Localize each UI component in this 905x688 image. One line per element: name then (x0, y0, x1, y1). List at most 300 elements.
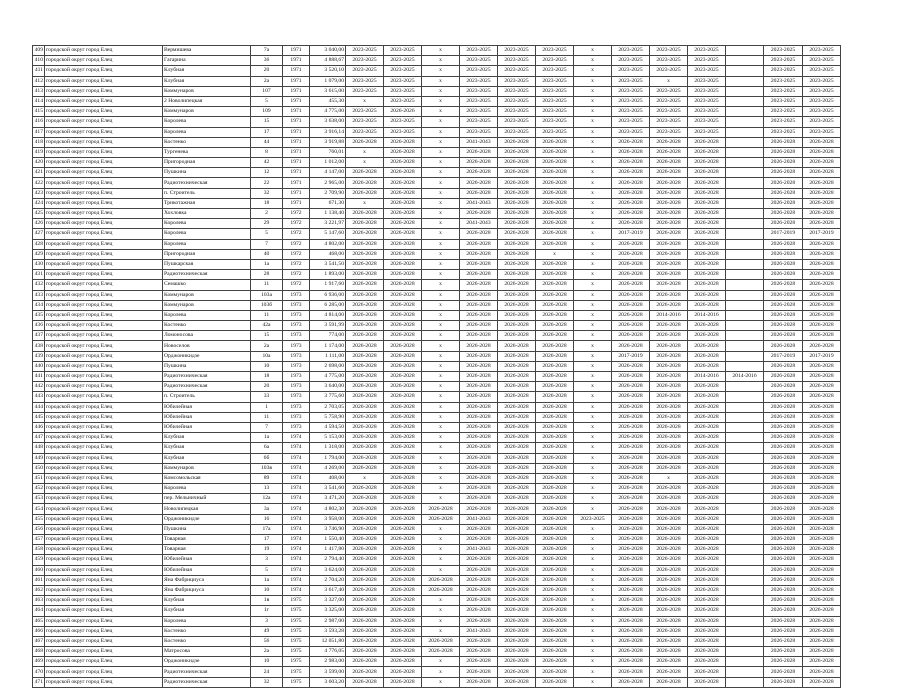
table-cell: 2026-2028 (498, 545, 536, 555)
table-cell: 1973 (283, 402, 310, 412)
table-cell: 2026-2028 (688, 188, 726, 198)
table-cell: 4 802,30 (310, 504, 346, 514)
table-cell: х (574, 412, 612, 422)
table-cell: 2026-2028 (384, 422, 422, 432)
table-cell: 434 (33, 300, 45, 310)
table-cell: 2026-2028 (650, 392, 688, 402)
table-cell: х (422, 616, 460, 626)
table-cell: 2026-2028 (803, 209, 841, 219)
table-cell: 1973 (283, 392, 310, 402)
table-cell: 2026-2028 (803, 412, 841, 422)
table-cell: 2026-2028 (384, 657, 422, 667)
table-cell: 2023-2025 (803, 117, 841, 127)
table-cell: 2026-2028 (536, 270, 574, 280)
table-cell: 2026-2028 (384, 392, 422, 402)
table-cell: 2026-2028 (803, 331, 841, 341)
table-cell: 10а (251, 351, 283, 361)
table-cell: 2026-2028 (688, 321, 726, 331)
table-cell: 2023-2025 (384, 66, 422, 76)
table-cell: 2026-2028 (498, 361, 536, 371)
table-cell: 2026-2028 (536, 585, 574, 595)
table-cell: х (422, 219, 460, 229)
table-cell: 4 814,00 (310, 310, 346, 320)
table-row (33, 575, 841, 585)
table-cell: 2026-2028 (460, 270, 498, 280)
table-cell: 2 965,00 (310, 178, 346, 188)
table-cell: 2026-2028 (384, 484, 422, 494)
table-cell: 3 591,99 (310, 321, 346, 331)
table-cell (726, 96, 764, 106)
table-cell (726, 56, 764, 66)
table-cell: 1а (251, 259, 283, 269)
table-cell: 2026-2028 (764, 300, 803, 310)
table-cell: 44 (251, 137, 283, 147)
table-cell: 2023-2025 (536, 46, 574, 56)
table-cell: 2026-2028 (803, 463, 841, 473)
table-cell: 2026-2028 (422, 647, 460, 657)
table-cell: 3 593,28 (310, 626, 346, 636)
table-cell: 2 987,00 (310, 616, 346, 626)
table-cell: х (422, 524, 460, 534)
table-cell: 33 (251, 392, 283, 402)
table-cell: 2026-2028 (764, 616, 803, 626)
table-cell: х (574, 677, 612, 687)
table-cell: 2026-2028 (346, 463, 384, 473)
table-cell: 2026-2028 (650, 647, 688, 657)
table-cell: 2026-2028 (422, 504, 460, 514)
table-cell: 1971 (283, 198, 310, 208)
table-cell: городской округ город Елец (45, 535, 163, 545)
table-row (33, 239, 841, 249)
table-cell: 2026-2028 (346, 402, 384, 412)
table-cell: 671,30 (310, 198, 346, 208)
table-cell: 2026-2028 (803, 565, 841, 575)
table-cell: 2026-2028 (498, 504, 536, 514)
table-cell: 2026-2028 (536, 280, 574, 290)
table-cell: 2026-2028 (460, 535, 498, 545)
table-cell: городской округ город Елец (45, 514, 163, 524)
table-cell: 2026-2028 (460, 433, 498, 443)
table-cell: 2026-2028 (460, 178, 498, 188)
table-cell: Новоселов (163, 341, 251, 351)
table-cell: 2026-2028 (650, 484, 688, 494)
table-cell: 2023-2025 (498, 46, 536, 56)
table-cell: 428 (33, 239, 45, 249)
table-cell: 2023-2025 (536, 127, 574, 137)
table-cell: 2026-2028 (803, 137, 841, 147)
table-cell: 2026-2028 (803, 198, 841, 208)
table-cell: 2023-2025 (688, 86, 726, 96)
table-cell: 410 (33, 56, 45, 66)
table-cell: Костенко (163, 137, 251, 147)
table-row (33, 351, 841, 361)
table-cell: 2026-2028 (460, 647, 498, 657)
table-cell: 2026-2028 (650, 259, 688, 269)
table-cell: 422 (33, 178, 45, 188)
table-cell: 2026-2028 (460, 290, 498, 300)
table-cell: Тургенева (163, 147, 251, 157)
table-cell: 2023-2025 (460, 127, 498, 137)
table-cell: городской округ город Елец (45, 422, 163, 432)
table-cell: 2026-2028 (688, 535, 726, 545)
table-cell: 2026-2028 (460, 351, 498, 361)
table-cell: 2023-2025 (498, 107, 536, 117)
table-cell: 2026-2028 (536, 555, 574, 565)
table-cell (726, 636, 764, 646)
table-cell: Радиотехническая (163, 382, 251, 392)
table-cell: 411 (33, 66, 45, 76)
table-cell: 2026-2028 (803, 585, 841, 595)
table-cell: х (574, 96, 612, 106)
table-cell: 2017-2019 (764, 351, 803, 361)
table-cell: 2026-2028 (498, 575, 536, 585)
table-cell: 2026-2028 (536, 310, 574, 320)
table-cell: х (422, 372, 460, 382)
table-cell: 1972 (283, 219, 310, 229)
table-row (33, 382, 841, 392)
table-cell: х (574, 351, 612, 361)
table-cell (726, 361, 764, 371)
table-cell: 430 (33, 259, 45, 269)
table-cell: 2023-2025 (346, 56, 384, 66)
table-row (33, 361, 841, 371)
table-cell: х (422, 56, 460, 66)
table-cell: 468,00 (310, 249, 346, 259)
table-cell: 13 (251, 484, 283, 494)
table-cell: Яна Фабрициуса (163, 585, 251, 595)
table-cell: 2026-2028 (764, 453, 803, 463)
table-cell: 2026-2028 (422, 514, 460, 524)
table-cell: 1973 (283, 341, 310, 351)
table-cell: 1 111,00 (310, 351, 346, 361)
table-cell (726, 514, 764, 524)
table-cell: 2026-2028 (460, 463, 498, 473)
table-cell: 2026-2028 (688, 209, 726, 219)
table-cell: 2026-2028 (536, 535, 574, 545)
table-cell: 2026-2028 (536, 473, 574, 483)
table-cell: 2026-2028 (612, 626, 650, 636)
table-cell (726, 473, 764, 483)
table-cell: 2026-2028 (764, 535, 803, 545)
table-cell: 2023-2025 (650, 96, 688, 106)
table-cell: 433 (33, 290, 45, 300)
table-cell: городской округ город Елец (45, 290, 163, 300)
table-cell: 2026-2028 (460, 209, 498, 219)
table-cell: 2026-2028 (764, 310, 803, 320)
table-row (33, 321, 841, 331)
table-cell: х (422, 402, 460, 412)
table-cell: 2026-2028 (536, 494, 574, 504)
table-cell: х (574, 46, 612, 56)
table-cell: 2026-2028 (650, 270, 688, 280)
table-cell: 2026-2028 (688, 626, 726, 636)
table-cell: 2026-2028 (688, 433, 726, 443)
table-cell: 2026-2028 (764, 524, 803, 534)
table-cell: 2023-2025 (688, 96, 726, 106)
table-cell: 2026-2028 (346, 596, 384, 606)
table-cell: 450 (33, 463, 45, 473)
table-row (33, 147, 841, 157)
table-cell: 2026-2028 (498, 382, 536, 392)
table-cell: Яна Фабрициуса (163, 575, 251, 585)
table-cell: 2026-2028 (764, 494, 803, 504)
table-cell: 2023-2025 (384, 46, 422, 56)
table-row (33, 341, 841, 351)
table-cell: 2026-2028 (384, 647, 422, 657)
table-cell: 2026-2028 (498, 259, 536, 269)
table-row (33, 504, 841, 514)
table-cell: 1в (251, 596, 283, 606)
table-cell: 2026-2028 (803, 596, 841, 606)
table-cell: 2023-2025 (764, 117, 803, 127)
table-cell: 24 (251, 667, 283, 677)
table-cell: 2026-2028 (346, 209, 384, 219)
table-cell: 2026-2028 (384, 667, 422, 677)
table-cell: 2026-2028 (536, 198, 574, 208)
table-cell: 2026-2028 (688, 239, 726, 249)
table-cell: 468 (33, 647, 45, 657)
table-cell: 36 (251, 56, 283, 66)
table-cell: 2026-2028 (764, 392, 803, 402)
table-row (33, 219, 841, 229)
table-cell: 2026-2028 (803, 321, 841, 331)
table-cell: 2026-2028 (498, 626, 536, 636)
table-cell: 2026-2028 (688, 351, 726, 361)
table-cell: 2026-2028 (650, 249, 688, 259)
table-cell: 2026-2028 (346, 585, 384, 595)
table-cell: городской округ город Елец (45, 524, 163, 534)
table-cell: 2026-2028 (688, 270, 726, 280)
table-cell: городской округ город Елец (45, 147, 163, 157)
table-cell: 2023-2025 (650, 56, 688, 66)
table-cell: 1975 (283, 636, 310, 646)
table-cell: 2026-2028 (536, 575, 574, 585)
table-cell: 2026-2028 (650, 494, 688, 504)
table-cell: 2026-2028 (764, 412, 803, 422)
table-cell: 2026-2028 (803, 484, 841, 494)
table-cell: 2026-2028 (803, 290, 841, 300)
table-cell: 4 776,05 (310, 647, 346, 657)
table-cell: х (422, 677, 460, 687)
table-cell: 2026-2028 (346, 239, 384, 249)
table-cell: 2026-2028 (460, 657, 498, 667)
table-cell: 12 (251, 168, 283, 178)
table-cell: х (574, 524, 612, 534)
table-cell: 1972 (283, 239, 310, 249)
table-cell: 413 (33, 86, 45, 96)
table-cell: 1972 (283, 280, 310, 290)
table-cell: 2026-2028 (346, 361, 384, 371)
table-cell: 3 624,00 (310, 565, 346, 575)
table-row (33, 677, 841, 687)
table-cell: 2026-2028 (650, 443, 688, 453)
table-cell: городской округ город Елец (45, 636, 163, 646)
table-cell: 2026-2028 (384, 321, 422, 331)
table-cell: 2026-2028 (688, 402, 726, 412)
table-cell: 2026-2028 (498, 392, 536, 402)
table-cell: 2026-2028 (346, 382, 384, 392)
table-cell: 2014-2016 (688, 310, 726, 320)
table-cell: 2026-2028 (536, 626, 574, 636)
table-cell: 1972 (283, 229, 310, 239)
table-cell: 2026-2028 (688, 494, 726, 504)
table-cell: 2026-2028 (764, 372, 803, 382)
table-cell: 2026-2028 (650, 300, 688, 310)
table-cell (726, 321, 764, 331)
table-cell: 2023-2025 (650, 117, 688, 127)
table-cell: 2026-2028 (688, 453, 726, 463)
table-cell: 2023-2025 (803, 66, 841, 76)
table-cell: х (574, 535, 612, 545)
table-cell: 441 (33, 372, 45, 382)
table-cell: городской округ город Елец (45, 229, 163, 239)
table-cell: 2023-2025 (498, 117, 536, 127)
table-cell: городской округ город Елец (45, 433, 163, 443)
table-cell: Пригородная (163, 249, 251, 259)
table-cell: 2026-2028 (498, 372, 536, 382)
table-cell: 1 893,00 (310, 270, 346, 280)
table-cell: 2026-2028 (650, 198, 688, 208)
table-cell: городской округ город Елец (45, 188, 163, 198)
table-cell: 2026-2028 (536, 402, 574, 412)
table-cell: 2026-2028 (803, 270, 841, 280)
table-cell: городской округ город Елец (45, 575, 163, 585)
table-cell: 3 603,20 (310, 677, 346, 687)
table-cell: 3 916,14 (310, 127, 346, 137)
table-cell: 15 (251, 117, 283, 127)
table-cell: 2026-2028 (346, 545, 384, 555)
table-cell: 2023-2025 (688, 107, 726, 117)
table-cell: Хохловка (163, 209, 251, 219)
table-cell: 2023-2025 (764, 46, 803, 56)
table-cell: Юбилейная (163, 412, 251, 422)
table-cell: 2026-2028 (764, 219, 803, 229)
table-cell: 2026-2028 (498, 667, 536, 677)
table-cell: х (574, 473, 612, 483)
table-cell: 2041-2043 (460, 626, 498, 636)
table-cell (726, 86, 764, 96)
table-cell: городской округ город Елец (45, 677, 163, 687)
table-cell: 2026-2028 (612, 422, 650, 432)
table-cell: 2026-2028 (460, 372, 498, 382)
table-cell: 56 (251, 636, 283, 646)
table-cell: 2026-2028 (460, 361, 498, 371)
table-cell: 2026-2028 (498, 280, 536, 290)
table-cell: 2026-2028 (536, 178, 574, 188)
table-cell: 2023-2025 (346, 76, 384, 86)
table-row (33, 158, 841, 168)
table-cell: пер. Мельничный (163, 494, 251, 504)
table-cell: 2026-2028 (460, 524, 498, 534)
table-cell: 442 (33, 382, 45, 392)
table-cell: 2017-2019 (764, 229, 803, 239)
table-cell: городской округ город Елец (45, 392, 163, 402)
table-cell: 2026-2028 (536, 422, 574, 432)
table-cell: х (422, 168, 460, 178)
table-cell: 2026-2028 (612, 596, 650, 606)
table-cell: 17 (251, 127, 283, 137)
table-cell: 2026-2028 (498, 585, 536, 595)
table-cell: 2026-2028 (384, 626, 422, 636)
table-cell: 4 594,50 (310, 422, 346, 432)
table-cell: 2023-2025 (536, 76, 574, 86)
table-cell: 2026-2028 (536, 300, 574, 310)
table-cell: 2026-2028 (612, 249, 650, 259)
table-cell: 2026-2028 (612, 270, 650, 280)
table-cell: 2023-2025 (460, 107, 498, 117)
table-cell: 2041-2043 (460, 198, 498, 208)
table-cell: 2023-2025 (536, 86, 574, 96)
table-cell: 4 147,00 (310, 168, 346, 178)
table-cell: 2026-2028 (498, 463, 536, 473)
table-row (33, 545, 841, 555)
table-cell: 6 285,00 (310, 300, 346, 310)
table-cell (726, 453, 764, 463)
table-cell: 20 (251, 382, 283, 392)
table-cell: 445 (33, 412, 45, 422)
table-row (33, 96, 841, 106)
table-cell: х (422, 46, 460, 56)
table-cell: 7а (251, 46, 283, 56)
table-cell: 1971 (283, 117, 310, 127)
table-cell: 2026-2028 (536, 158, 574, 168)
table-cell: 2026-2028 (346, 484, 384, 494)
table-cell: 1974 (283, 433, 310, 443)
table-cell: х (422, 259, 460, 269)
table-cell: 2026-2028 (536, 372, 574, 382)
table-cell: 2026-2028 (650, 606, 688, 616)
table-cell: 1973 (283, 351, 310, 361)
table-cell: 2023-2025 (764, 127, 803, 137)
table-cell: 2026-2028 (460, 585, 498, 595)
table-cell: 2026-2028 (498, 514, 536, 524)
table-cell: 2026-2028 (650, 463, 688, 473)
table-cell: 2023-2025 (384, 96, 422, 106)
table-cell: 2026-2028 (498, 484, 536, 494)
table-cell: х (574, 585, 612, 595)
table-cell: 2026-2028 (498, 616, 536, 626)
table-row (33, 596, 841, 606)
table-cell: х (422, 321, 460, 331)
table-cell: 2026-2028 (612, 606, 650, 616)
table-cell: 2023-2025 (764, 107, 803, 117)
table-cell: 2026-2028 (650, 524, 688, 534)
table-cell: 2026-2028 (803, 657, 841, 667)
table-cell: х (422, 127, 460, 137)
table-cell: 2026-2028 (764, 575, 803, 585)
table-cell: Королева (163, 484, 251, 494)
table-cell: х (574, 606, 612, 616)
table-cell: 2026-2028 (650, 219, 688, 229)
table-cell: 2026-2028 (764, 484, 803, 494)
table-cell: 2026-2028 (688, 361, 726, 371)
table-cell: х (650, 76, 688, 86)
table-cell: 2026-2028 (803, 636, 841, 646)
table-cell (726, 249, 764, 259)
table-row (33, 331, 841, 341)
table-cell: 1 138,40 (310, 209, 346, 219)
table-cell: 2026-2028 (764, 382, 803, 392)
table-cell: 2026-2028 (612, 616, 650, 626)
table-cell: 2026-2028 (384, 494, 422, 504)
table-cell (726, 341, 764, 351)
table-cell: 2026-2028 (346, 321, 384, 331)
table-cell: 2026-2028 (688, 524, 726, 534)
table-cell: 3 520,10 (310, 66, 346, 76)
table-cell: 109 (251, 107, 283, 117)
table-row (33, 647, 841, 657)
table-cell: 5 (251, 565, 283, 575)
